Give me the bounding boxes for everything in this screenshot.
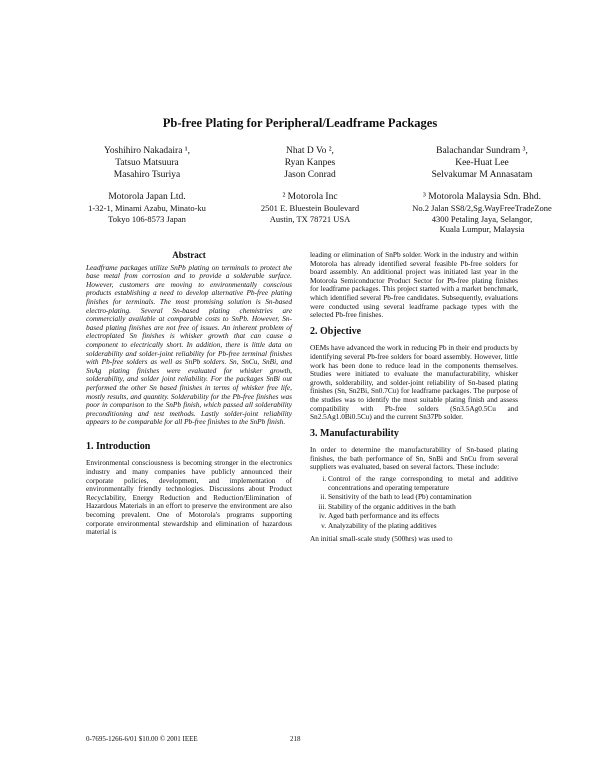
author-name: Nhat D Vo ², (286, 146, 334, 156)
affiliation: ² Motorola Inc (282, 192, 338, 202)
introduction-text: Environmental consciousness is becoming stronger in the electronics industry and many companies have publicly announced their corporate policies, development, and implementation of environmentally friendly technologies. Discussions about Product Recyclability, Energy Reduction and Reduction/Elimination of Hazardous Materials in an effort to preserve the environment are also becoming prevalent. One of Motorola's programs supporting corporate environmental stewardship and elimination of hazardous material is (86, 458, 292, 537)
manufacturability-continued: An initial small-scale study (500hrs) was used to (310, 533, 453, 543)
author-name: Tatsuo Matsuura (115, 158, 179, 168)
affiliation: ³ Motorola Malaysia Sdn. Bhd. (423, 192, 541, 202)
author-name: Balachandar Sundram ³, (436, 146, 528, 156)
right-column (310, 251, 518, 543)
author-name: Yoshihiro Nakadaira ¹, (103, 146, 191, 156)
section-heading-manufacturability: 3. Manufacturability (310, 427, 399, 439)
address-line: Kuala Lumpur, Malaysia (439, 224, 525, 234)
manufacturability-intro: In order to determine the manufacturability of Sn-based plating finishes, the bath performance of Sn, SnBi and SnCu from several suppliers was evaluated, based on several factors. These include: (310, 445, 518, 472)
author-name: Selvakumar M Annasatam (431, 170, 533, 180)
address-line: 4300 Petaling Jaya, Selangor, (431, 213, 533, 224)
author-name: Kee-Huat Lee (455, 158, 509, 168)
objective-text: OEMs have advanced the work in reducing Pb in their end products by identifying several Pb-free solders for board assembly. However, little work has been done to reduce lead in the components themselves. Studies were initiated to evaluate the manufacturability, whisker growth, solderability, and solder-joint reliability of Sn-based plating finishes (Sn, Sn2Bi, Sn0.7Cu) for leadframe packages. The purpose of the studies was to identify the most suitable plating finish and assess compatibility with Pb-free solders (Sn3.5Ag0.5Cu and Sn2.5Ag1.0Bi0.5Cu) and the current Sn37Pb solder. (310, 343, 518, 422)
author-name: Masahiro Tsuriya (113, 170, 181, 180)
factor-list (310, 475, 518, 531)
list-item: v. Analyzability of the plating additives (328, 522, 518, 531)
list-item: ii. Sensitivity of the bath to lead (Pb) contamination (328, 493, 518, 502)
author-block-2 (240, 145, 380, 224)
abstract-heading: Abstract (172, 250, 206, 260)
abstract-text: Leadframe packages utilize SnPb plating on terminals to protect the base metal from corrosion and to provide a solderable surface. However, customers are moving to environmentally conscious products establishing a need to develop alternative Pb-free plating finishes for terminals. The most promising solution is Sn-based electro-plating. Several Sn-based plating chemistries are commercially available at comparable costs to SnPb. However, Sn-based plating finishes are not free of issues. An inherent problem of electroplated Sn finishes is whisker growth that can cause a component to electrically short. In addition, there is little data on solderability and solder-joint reliability for Pb-free terminal finishes with Pb-free solders as well as SnPb solders. Sn, SnCu, SnBi, and SnAg plating finishes were evaluated for whisker growth, solderability, and solder joint reliability. For the packages SnBi out performed the other Sn based finishes in terms of whisker free life, mostly results, and quantity. Solderability for the Pb-free finishes was poor in comparison to the SnPb finish, which passed all solderability preconditioning and test methods. Lastly solder-joint reliability appears to be comparable for all Pb-free finishes to the SnPb finish. (86, 262, 292, 427)
paper-title: Pb-free Plating for Peripheral/Leadframe Packages (162, 116, 438, 130)
left-column (86, 251, 292, 537)
affiliation: Motorola Japan Ltd. (108, 192, 186, 202)
address-line: 1-32-1, Minami Azabu, Minato-ku (88, 203, 206, 213)
address-line: Austin, TX 78721 USA (269, 213, 351, 224)
copyright-footer: 0-7695-1266-6/01 $10.00 © 2001 IEEE (86, 735, 198, 743)
list-item: i. Control of the range corresponding to metal and additive concentrations and operating temperature (328, 475, 518, 492)
list-item: iii. Stability of the organic additives in the bath (328, 503, 518, 512)
address-line: Tokyo 106-8573 Japan (108, 213, 186, 224)
section-heading-objective: 2. Objective (310, 325, 362, 337)
author-block-3 (392, 145, 572, 235)
address-line: No.2 Jalan SS8/2,Sg.WayFreeTradeZone (412, 203, 552, 213)
author-block-1 (72, 145, 222, 224)
author-name: Jason Conrad (284, 170, 336, 180)
author-name: Ryan Kanpes (284, 158, 336, 168)
section-heading-introduction: 1. Introduction (86, 440, 151, 452)
list-item: iv. Aged bath performance and its effects (328, 512, 518, 521)
introduction-continued-text: leading or elimination of SnPb solder. Work in the industry and within Motorola has already identified several feasible Pb-free solders for board assembly. An additional project was initiated last year in the Motorola Semiconductor Product Sector for Pb-free plating finishes for leadframe packages. This project started with a market benchmark, which identified several Pb-free candidates. Subsequently, evaluations were conducted using several leadframe package types with the selected Pb-free finishes. (310, 250, 518, 320)
page-number: 218 (290, 735, 301, 743)
address-line: 2501 E. Bluestein Boulevard (260, 203, 360, 213)
